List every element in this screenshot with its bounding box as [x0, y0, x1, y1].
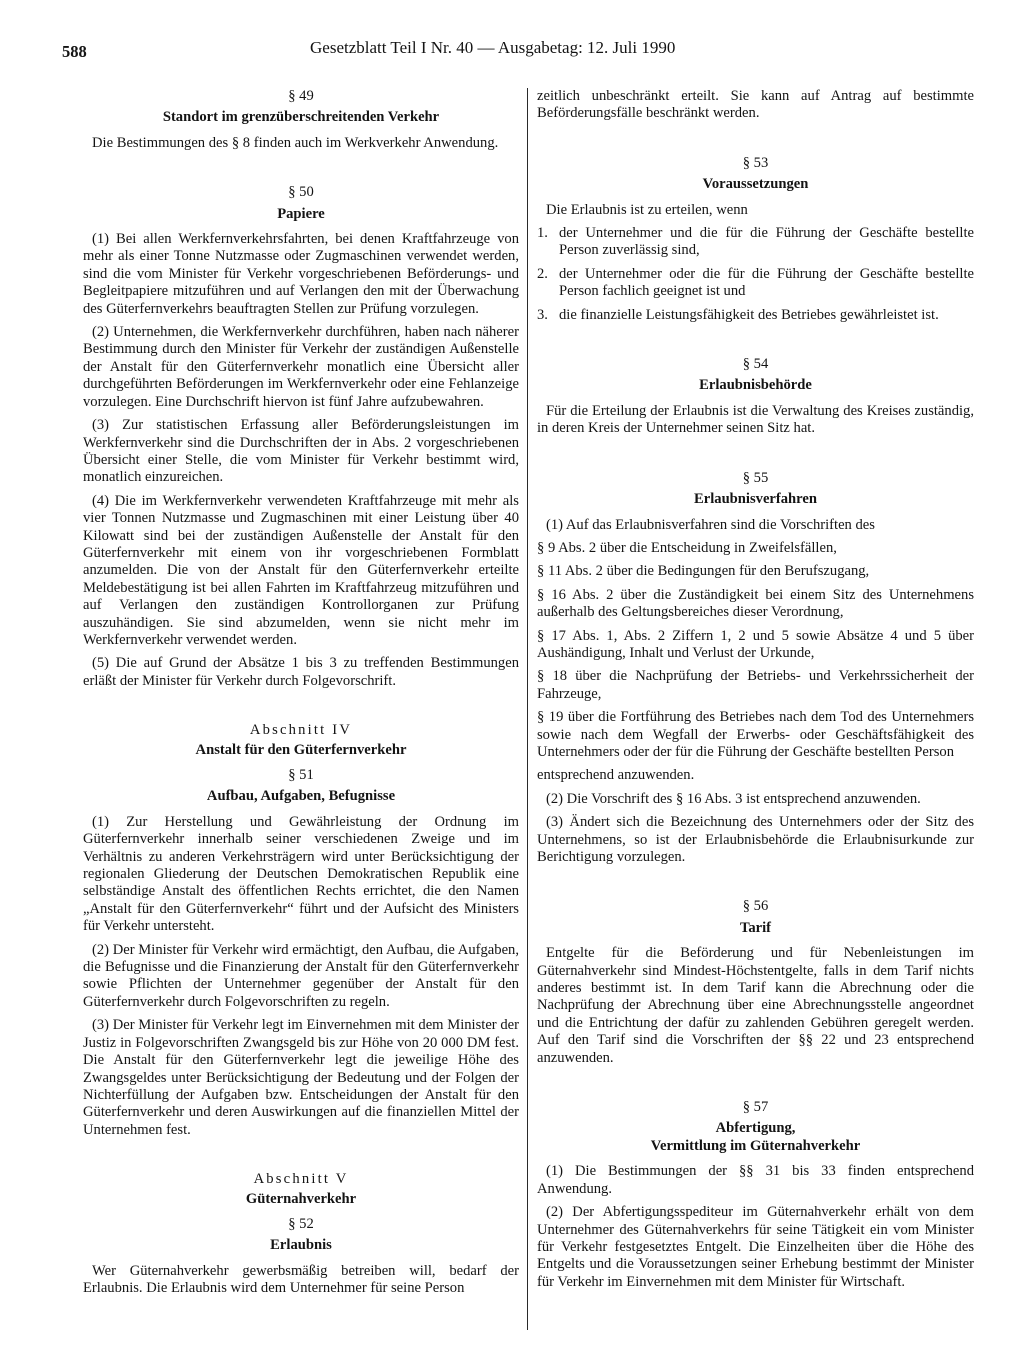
- section-number: § 49: [288, 88, 314, 104]
- list-item: 2. der Unternehmer oder die für die Führung der Geschäfte bestellte Person fachlich geeignet ist und: [537, 265, 974, 300]
- section-number: § 56: [742, 898, 769, 915]
- part-label: Abschnitt IV: [249, 722, 353, 739]
- paragraph: Entgelte für die Beförderung und für Nebenleistungen im Güternahverkehr sind Mindest-Höchstentgelte, falls in dem Tarif nichts anderes bestimmt ist. In dem Tarif kann die Abrechnung oder die Nachprüfung der Abrechnung über eine Abrechnungsstelle angeordnet und die Entrichtung der dafür zu zahlenden Gebühren geregelt werden. Auf den Tarif sind die Vorschriften der §§ 22 und 23 entsprechend anzuwenden.: [537, 945, 974, 1066]
- section-title: Voraussetzungen: [702, 176, 809, 193]
- list-item: 3. die finanzielle Leistungsfähigkeit des Betriebes gewährleistet ist.: [537, 306, 939, 323]
- list-item: § 17 Abs. 1, Abs. 2 Ziffern 1, 2 und 5 sowie Absätze 4 und 5 über Aushändigung, Inhalt und Verlust der Urkunde,: [537, 627, 974, 661]
- right-column: [537, 88, 974, 1297]
- paragraph: (3) Ändert sich die Bezeichnung des Unternehmers oder der Sitz des Unternehmens, so ist der Erlaubnisbehörde die Erlaubnisurkunde zur Berichtigung vorzulegen.: [537, 814, 974, 865]
- paragraph: (2) Unternehmen, die Werkfernverkehr durchführen, haben nach näherer Bestimmung durch den Minister für Verkehr der zuständigen Außenstelle der Anstalt für den Güterfernverkehr monatlich eine Übersicht aller durchgeführten Beförderungen im Werkfernverkehr oder eine Fehlanzeige vorzulegen. Eine Durchschrift hiervon ist fünf Jahre aufzubewahren.: [83, 324, 519, 410]
- section-title: Papiere: [277, 205, 325, 222]
- list-item: § 11 Abs. 2 über die Bedingungen für den Berufszugang,: [537, 563, 870, 580]
- gazette-title: Gesetzblatt Teil I Nr. 40 — Ausgabetag: 12. Juli 1990: [310, 38, 676, 57]
- section-title: Erlaubnis: [270, 1237, 332, 1254]
- part-label: Abschnitt V: [253, 1171, 349, 1188]
- section-number: § 51: [288, 767, 314, 783]
- paragraph: Die Erlaubnis ist zu erteilen, wenn: [546, 201, 748, 218]
- page-number: 588: [62, 42, 87, 61]
- paragraph: (2) Der Minister für Verkehr wird ermächtigt, den Aufbau, die Aufgaben, die Befugnisse und die Finanzierung der Anstalt für den Güterfernverkehr sowie Pflichten der Unternehmer gegenüber der Anstalt für den Güterfernverkehr durch Folgevorschriften zu regeln.: [83, 941, 519, 1010]
- left-column: [83, 88, 519, 1304]
- paragraph: (2) Die Vorschrift des § 16 Abs. 3 ist entsprechend anzuwenden.: [546, 790, 921, 807]
- paragraph: (3) Der Minister für Verkehr legt im Einvernehmen mit dem Minister der Justiz in Folgevorschriften Zwangsgeld bis zur Höhe von 20 000 DM fest. Die Anstalt für den Güterfernverkehr legt die jeweilige Höhe des Zwangsgeldes unter Berücksichtigung der Bedeutung und der Folgen der Nichterfüllung der Aufgaben bzw. Entscheidungen der Anstalt für den Güterfernverkehr und deren Auswirkungen auf die finanziellen Mittel der Unternehmen fest.: [83, 1017, 519, 1138]
- list-item: § 19 über die Fortführung des Betriebes nach dem Tod des Unternehmers sowie nach dem Wegfall der Erwerbs- oder Geschäftsfähigkeit des Unternehmers oder der für die Führung der Geschäfte bestellten Person: [537, 709, 974, 760]
- paragraph: (2) Der Abfertigungsspediteur im Güternahverkehr erhält von dem Unternehmer des Güternahverkehrs für seine Tätigkeit ein vom Minister für Verkehr festgesetztes Entgelt. Die Einzelheiten über die Höhe des Entgelts und die Voraussetzungen seiner Erhebung bestimmt der Minister für Verkehr im Einvernehmen mit dem Minister für Wirtschaft.: [537, 1204, 974, 1290]
- closing-text: entsprechend anzuwenden.: [537, 767, 695, 784]
- part-title: Güternahverkehr: [245, 1190, 357, 1207]
- section-title: Erlaubnisbehörde: [699, 377, 812, 394]
- paragraph: (1) Die Bestimmungen der §§ 31 bis 33 finden entsprechend Anwendung.: [537, 1163, 974, 1197]
- column-divider: [527, 88, 528, 1330]
- paragraph: (1) Auf das Erlaubnisverfahren sind die Vorschriften des: [546, 516, 875, 533]
- section-title: Tarif: [739, 919, 772, 936]
- section-number: § 57: [742, 1099, 769, 1116]
- paragraph: (5) Die auf Grund der Absätze 1 bis 3 zu treffenden Bestimmungen erläßt der Minister für Verkehr durch Folgevorschrift.: [83, 655, 519, 689]
- paragraph: (1) Bei allen Werkfernverkehrsfahrten, bei denen Kraftfahrzeuge von mehr als einer Tonne Nutzmasse oder Zugmaschinen verwendet werden, sind die vom Minister für Verkehr vorgeschriebenen Beförderungs- und Begleitpapiere mitzuführen und auf Verlangen den mit der Überwachung des Güterfernverkehrs beauftragten Stellen zur Prüfung vorzulegen.: [83, 231, 519, 317]
- section-number: § 52: [288, 1215, 314, 1232]
- paragraph: Die Bestimmungen des § 8 finden auch im Werkverkehr Anwendung.: [92, 134, 499, 151]
- section-number: § 55: [742, 469, 769, 486]
- list-item: § 18 über die Nachprüfung der Betriebs- und Verkehrssicherheit der Fahrzeuge,: [537, 668, 974, 702]
- paragraph: (4) Die im Werkfernverkehr verwendeten Kraftfahrzeuge mit mehr als vier Tonnen Nutzmasse und Zugmaschinen mit einer Leistung über 40 Kilowatt sind bei der zuständigen Außenstelle der Anstalt für den Güterfernverkehr mit einem von ihr vorgeschriebenen Formblatt anzumelden. Die von der Anstalt für den Güterfernverkehr erteilte Meldebestätigung ist bei allen Fahrten im Kraftfahrzeug mitzuführen und auf Verlangen den zuständigen Kontrollorganen zur Prüfung auszuhändigen. Sie sind abzumelden, wenn sie nicht mehr im Werkfernverkehr verwendet werden.: [83, 492, 519, 648]
- section-number: § 54: [742, 356, 769, 373]
- paragraph: (3) Zur statistischen Erfassung aller Beförderungsleistungen im Werkfernverkehr sind die Durchschriften der in Abs. 2 vorgeschriebenen Übersicht einer Stelle, die vom Minister für Verkehr bestimmt wird, monatlich einzureichen.: [83, 417, 519, 486]
- section-title: Erlaubnisverfahren: [694, 491, 817, 508]
- section-title: Standort im grenzüberschreitenden Verkehr: [162, 109, 440, 126]
- section-title: Abfertigung,: [715, 1120, 796, 1137]
- section-title: Vermittlung im Güternahverkehr: [650, 1137, 861, 1154]
- paragraph: Für die Erteilung der Erlaubnis ist die Verwaltung des Kreises zuständig, in deren Kreis der Unternehmer seinen Sitz hat.: [537, 402, 974, 437]
- paragraph: (1) Zur Herstellung und Gewährleistung der Ordnung im Güterfernverkehr innerhalb seiner verschiedenen Zweige und im Verhältnis zu anderen Verkehrsträgern wird unter Berücksichtigung der regionalen Gliederung der Deutschen Demokratischen Republik eine selbständige Anstalt des öffentlichen Rechts errichtet, die den Namen „Anstalt für den Güterfernverkehr“ führt und der Aufsicht des Ministers für Verkehr untersteht.: [83, 813, 519, 935]
- paragraph-continuation: zeitlich unbeschränkt erteilt. Sie kann auf Antrag auf bestimmte Beförderungsfälle beschränkt werden.: [537, 88, 974, 122]
- section-number: § 50: [288, 184, 314, 201]
- list-item: § 9 Abs. 2 über die Entscheidung in Zweifelsfällen,: [537, 539, 837, 556]
- paragraph: Wer Güternahverkehr gewerbsmäßig betreiben will, bedarf der Erlaubnis. Die Erlaubnis wird dem Unternehmer für seine Person: [83, 1262, 519, 1297]
- section-number: § 53: [742, 154, 769, 171]
- part-title: Anstalt für den Güterfernverkehr: [195, 741, 407, 758]
- list-item: 1. der Unternehmer und die für die Führung der Geschäfte bestellte Person zuverlässig sind,: [537, 225, 974, 259]
- page-header: [62, 36, 962, 66]
- section-title: Aufbau, Aufgaben, Befugnisse: [206, 788, 396, 805]
- list-item: § 16 Abs. 2 über die Zuständigkeit bei einem Sitz des Unternehmens außerhalb des Geltungsbereiches dieser Verordnung,: [537, 586, 974, 621]
